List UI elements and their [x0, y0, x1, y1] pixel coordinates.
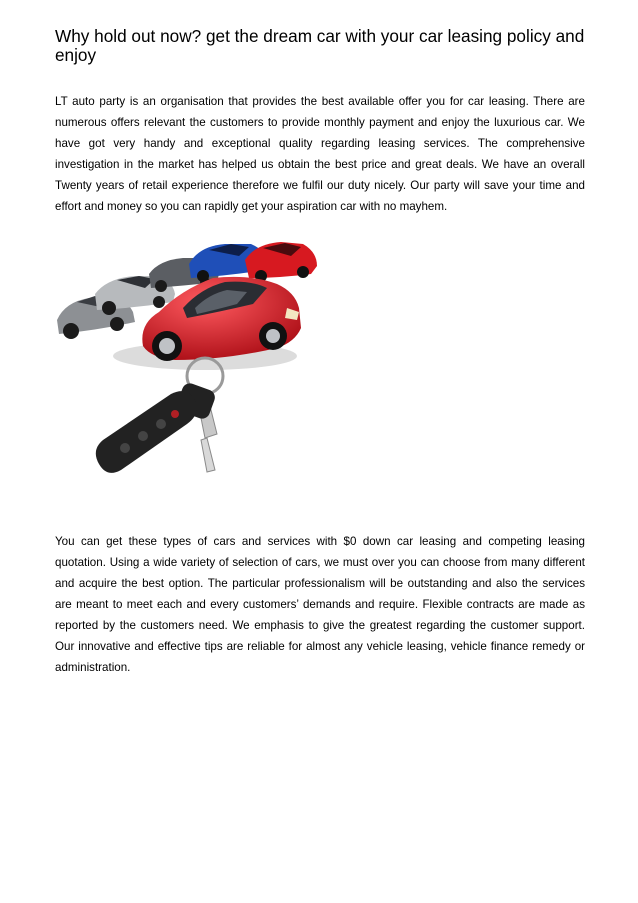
page-title: Why hold out now? get the dream car with your car leasing policy and enjoy	[55, 26, 585, 65]
car-and-keys-image	[55, 238, 322, 500]
services-paragraph: You can get these types of cars and services with $0 down car leasing and competing leasing quotation. Using a wide variety of selection of cars, we must over you can choose from many different and acquire the best option. The particular professionalism will be outstanding and also the services are meant to meet each and every customers’ demands and require. Flexible contracts are made as reported by the customers need. We emphasis to give the greatest regarding the customer support. Our innovative and effective tips are reliable for almost any vehicle leasing, vehicle finance remedy or administration.	[55, 535, 585, 674]
intro-paragraph: LT auto party is an organisation that provides the best available offer you for car leasing. There are numerous offers relevant the customers to provide monthly payment and enjoy the luxurious car. We have got very handy and exceptional quality regarding leasing services. The comprehensive investigation in the market has helped us obtain the best price and great deals. We have an overall Twenty years of retail experience therefore we fulfil our duty nicely. Our party will save your time and effort and money so you can rapidly get your aspiration car with no mayhem.	[55, 95, 585, 213]
